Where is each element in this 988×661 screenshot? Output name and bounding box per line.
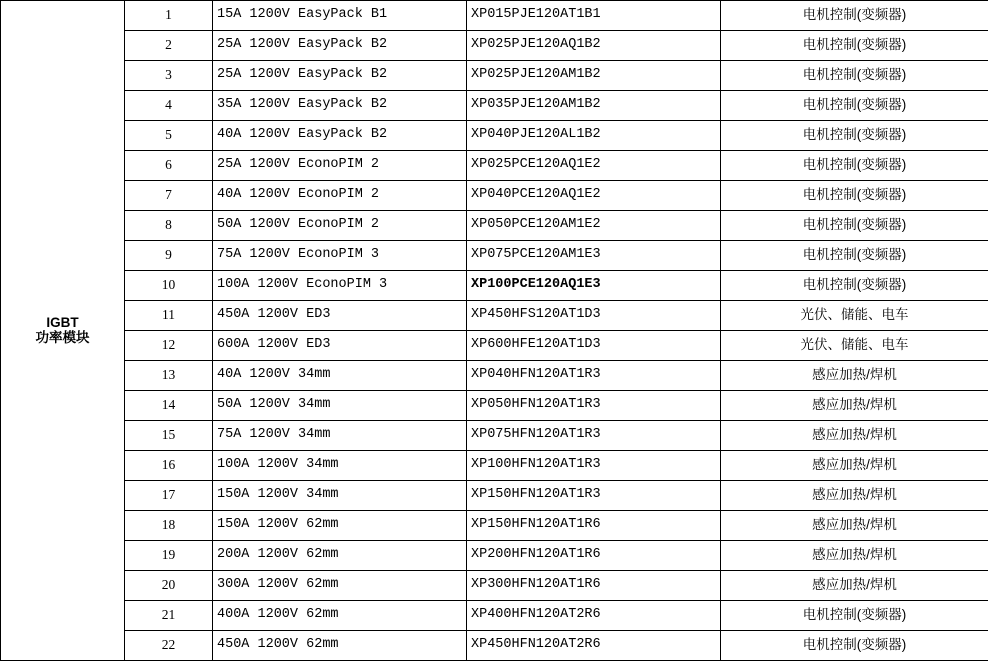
specification-cell: 50A 1200V EconoPIM 2 (213, 211, 467, 241)
row-index-cell: 19 (125, 541, 213, 571)
table-row (1, 331, 988, 361)
model-number-cell: XP025PCE120AQ1E2 (467, 151, 721, 181)
table-row (1, 391, 988, 421)
application-cell: 电机控制(变频器) (721, 61, 988, 91)
table-row (1, 121, 988, 151)
table-row (1, 181, 988, 211)
application-cell: 感应加热/焊机 (721, 421, 988, 451)
specification-cell: 150A 1200V 34mm (213, 481, 467, 511)
specification-cell: 25A 1200V EasyPack B2 (213, 31, 467, 61)
category-label-line2: 功率模块 (5, 331, 120, 346)
specification-cell: 450A 1200V ED3 (213, 301, 467, 331)
model-number-cell: XP040HFN120AT1R3 (467, 361, 721, 391)
specification-cell: 15A 1200V EasyPack B1 (213, 1, 467, 31)
model-number-cell: XP400HFN120AT2R6 (467, 601, 721, 631)
table-row (1, 211, 988, 241)
application-cell: 电机控制(变频器) (721, 211, 988, 241)
row-index-cell: 4 (125, 91, 213, 121)
row-index-cell: 16 (125, 451, 213, 481)
application-cell: 光伏、储能、电车 (721, 301, 988, 331)
row-index-cell: 6 (125, 151, 213, 181)
table-row (1, 61, 988, 91)
model-number-cell: XP150HFN120AT1R6 (467, 511, 721, 541)
application-cell: 电机控制(变频器) (721, 31, 988, 61)
application-cell: 电机控制(变频器) (721, 91, 988, 121)
specification-cell: 40A 1200V 34mm (213, 361, 467, 391)
model-number-cell: XP040PJE120AL1B2 (467, 121, 721, 151)
model-number-cell: XP450HFN120AT2R6 (467, 631, 721, 661)
specification-cell: 300A 1200V 62mm (213, 571, 467, 601)
application-cell: 电机控制(变频器) (721, 241, 988, 271)
table-row (1, 511, 988, 541)
row-index-cell: 10 (125, 271, 213, 301)
application-cell: 电机控制(变频器) (721, 601, 988, 631)
row-index-cell: 13 (125, 361, 213, 391)
table-row (1, 421, 988, 451)
table-row (1, 271, 988, 301)
table-row (1, 301, 988, 331)
table-row (1, 31, 988, 61)
application-cell: 感应加热/焊机 (721, 391, 988, 421)
row-index-cell: 1 (125, 1, 213, 31)
table-row (1, 571, 988, 601)
application-cell: 电机控制(变频器) (721, 271, 988, 301)
specification-cell: 400A 1200V 62mm (213, 601, 467, 631)
model-number-cell: XP300HFN120AT1R6 (467, 571, 721, 601)
row-index-cell: 7 (125, 181, 213, 211)
row-index-cell: 12 (125, 331, 213, 361)
row-index-cell: 9 (125, 241, 213, 271)
model-number-cell: XP450HFS120AT1D3 (467, 301, 721, 331)
application-cell: 感应加热/焊机 (721, 361, 988, 391)
table-row (1, 451, 988, 481)
application-cell: 电机控制(变频器) (721, 1, 988, 31)
specification-cell: 600A 1200V ED3 (213, 331, 467, 361)
table-row (1, 1, 988, 31)
model-number-cell: XP075PCE120AM1E3 (467, 241, 721, 271)
table-row (1, 151, 988, 181)
model-number-cell: XP025PJE120AQ1B2 (467, 31, 721, 61)
application-cell: 电机控制(变频器) (721, 121, 988, 151)
category-label-line1: IGBT (5, 316, 120, 331)
application-cell: 感应加热/焊机 (721, 481, 988, 511)
specification-cell: 35A 1200V EasyPack B2 (213, 91, 467, 121)
application-cell: 感应加热/焊机 (721, 451, 988, 481)
specification-cell: 200A 1200V 62mm (213, 541, 467, 571)
application-cell: 电机控制(变频器) (721, 181, 988, 211)
table-row (1, 241, 988, 271)
model-number-cell: XP600HFE120AT1D3 (467, 331, 721, 361)
row-index-cell: 20 (125, 571, 213, 601)
table-row (1, 91, 988, 121)
specification-cell: 25A 1200V EasyPack B2 (213, 61, 467, 91)
row-index-cell: 18 (125, 511, 213, 541)
row-index-cell: 2 (125, 31, 213, 61)
category-cell (1, 1, 125, 661)
specification-cell: 25A 1200V EconoPIM 2 (213, 151, 467, 181)
specification-cell: 75A 1200V EconoPIM 3 (213, 241, 467, 271)
specification-cell: 40A 1200V EasyPack B2 (213, 121, 467, 151)
model-number-cell: XP200HFN120AT1R6 (467, 541, 721, 571)
row-index-cell: 22 (125, 631, 213, 661)
row-index-cell: 8 (125, 211, 213, 241)
row-index-cell: 11 (125, 301, 213, 331)
table-row (1, 481, 988, 511)
application-cell: 光伏、储能、电车 (721, 331, 988, 361)
table-row (1, 361, 988, 391)
application-cell: 电机控制(变频器) (721, 151, 988, 181)
model-number-cell: XP040PCE120AQ1E2 (467, 181, 721, 211)
specification-cell: 150A 1200V 62mm (213, 511, 467, 541)
model-number-cell: XP015PJE120AT1B1 (467, 1, 721, 31)
model-number-cell: XP100PCE120AQ1E3 (467, 271, 721, 301)
row-index-cell: 17 (125, 481, 213, 511)
table-row (1, 601, 988, 631)
specification-cell: 75A 1200V 34mm (213, 421, 467, 451)
model-number-cell: XP025PJE120AM1B2 (467, 61, 721, 91)
table-row (1, 631, 988, 661)
model-number-cell: XP035PJE120AM1B2 (467, 91, 721, 121)
specification-cell: 50A 1200V 34mm (213, 391, 467, 421)
model-number-cell: XP075HFN120AT1R3 (467, 421, 721, 451)
row-index-cell: 21 (125, 601, 213, 631)
application-cell: 感应加热/焊机 (721, 571, 988, 601)
specification-cell: 100A 1200V EconoPIM 3 (213, 271, 467, 301)
application-cell: 感应加热/焊机 (721, 541, 988, 571)
model-number-cell: XP050PCE120AM1E2 (467, 211, 721, 241)
application-cell: 电机控制(变频器) (721, 631, 988, 661)
table-row (1, 541, 988, 571)
specification-cell: 100A 1200V 34mm (213, 451, 467, 481)
model-number-cell: XP100HFN120AT1R3 (467, 451, 721, 481)
model-number-cell: XP150HFN120AT1R3 (467, 481, 721, 511)
row-index-cell: 3 (125, 61, 213, 91)
row-index-cell: 15 (125, 421, 213, 451)
row-index-cell: 14 (125, 391, 213, 421)
specification-cell: 40A 1200V EconoPIM 2 (213, 181, 467, 211)
model-number-cell: XP050HFN120AT1R3 (467, 391, 721, 421)
specification-cell: 450A 1200V 62mm (213, 631, 467, 661)
application-cell: 感应加热/焊机 (721, 511, 988, 541)
row-index-cell: 5 (125, 121, 213, 151)
